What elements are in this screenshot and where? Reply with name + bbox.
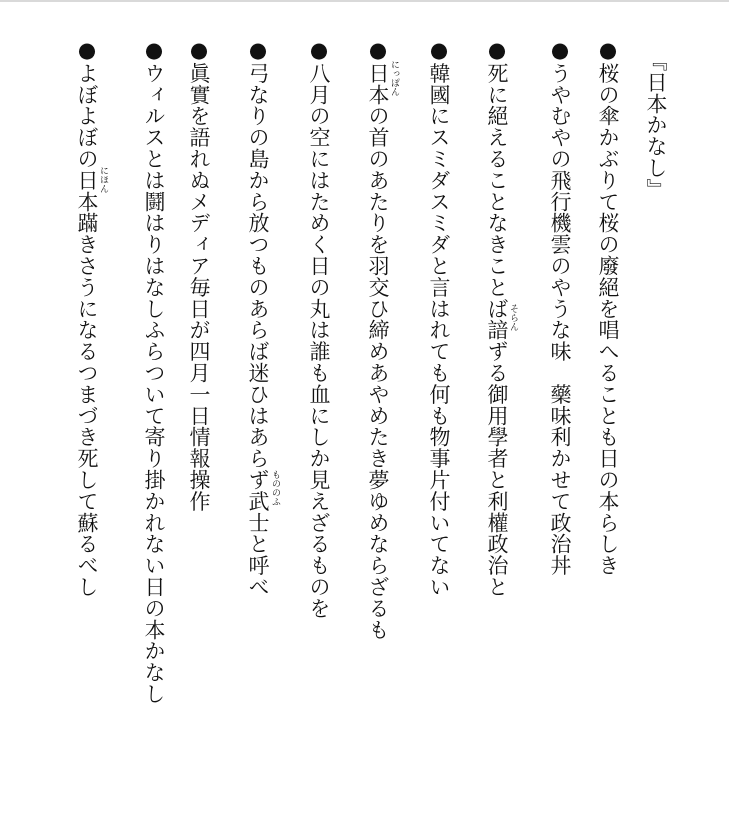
verse-text: ウィルスとは鬪はりはなしふらついて寄り掛かれない日の本かなし bbox=[142, 62, 166, 705]
ruby-sora: そらん bbox=[508, 304, 518, 331]
verse-8 bbox=[188, 38, 209, 512]
bullet-icon: ● bbox=[427, 38, 451, 63]
verse-5 bbox=[367, 38, 388, 640]
bullet-icon: ● bbox=[307, 38, 331, 63]
verse-9 bbox=[143, 38, 164, 704]
ruby-nippon: にっぽん bbox=[389, 60, 399, 96]
bullet-icon: ● bbox=[366, 38, 390, 63]
verse-7 bbox=[247, 38, 268, 597]
ruby-mononofu: もののふ bbox=[270, 470, 280, 506]
bullet-icon: ● bbox=[548, 38, 572, 63]
bullet-icon: ● bbox=[142, 38, 166, 63]
verse-4 bbox=[428, 38, 449, 597]
ruby-nihon: にほん bbox=[98, 166, 108, 193]
bullet-icon: ● bbox=[246, 38, 270, 63]
bullet-icon: ● bbox=[187, 38, 211, 63]
bullet-icon: ● bbox=[596, 38, 620, 63]
verse-text: うやむやの飛行機雲のやうな味 藥味利かせて政治丼 bbox=[548, 62, 572, 577]
verse-text: 死に絕えることなきことば諳ずる御用學者と利權政治と bbox=[485, 62, 509, 598]
verse-text: 日本の首のあたりを羽交ひ締めあやめたき夢ゆめならざるも bbox=[366, 62, 390, 641]
verse-text: 八月の空にはためく日の丸は誰も血にしか見えざるものを bbox=[307, 62, 331, 619]
verse-text: 眞實を語れぬメディア毎日が四月一日情報操作 bbox=[187, 62, 211, 512]
verse-1 bbox=[597, 38, 618, 576]
verse-6 bbox=[308, 38, 329, 619]
verse-3 bbox=[486, 38, 507, 597]
bullet-icon: ● bbox=[75, 38, 99, 63]
verse-text: よぼよぼの日本蹣きさうになるつまづき死して蘇るべし bbox=[75, 62, 99, 598]
poem-title: 『日本かなし』 bbox=[644, 50, 668, 200]
bullet-icon: ● bbox=[485, 38, 509, 63]
verse-text: 桜の傘かぶりて桜の廢絕を唱へることも日の本らしき bbox=[596, 62, 620, 577]
verse-text: 弓なりの島から放つものあらば迷ひはあらず武士と呼べ bbox=[246, 62, 270, 598]
verse-10 bbox=[76, 38, 97, 597]
verse-text: 韓國にスミダスミダと言はれても何も物事片付いてない bbox=[427, 62, 451, 598]
verse-2 bbox=[549, 38, 570, 576]
